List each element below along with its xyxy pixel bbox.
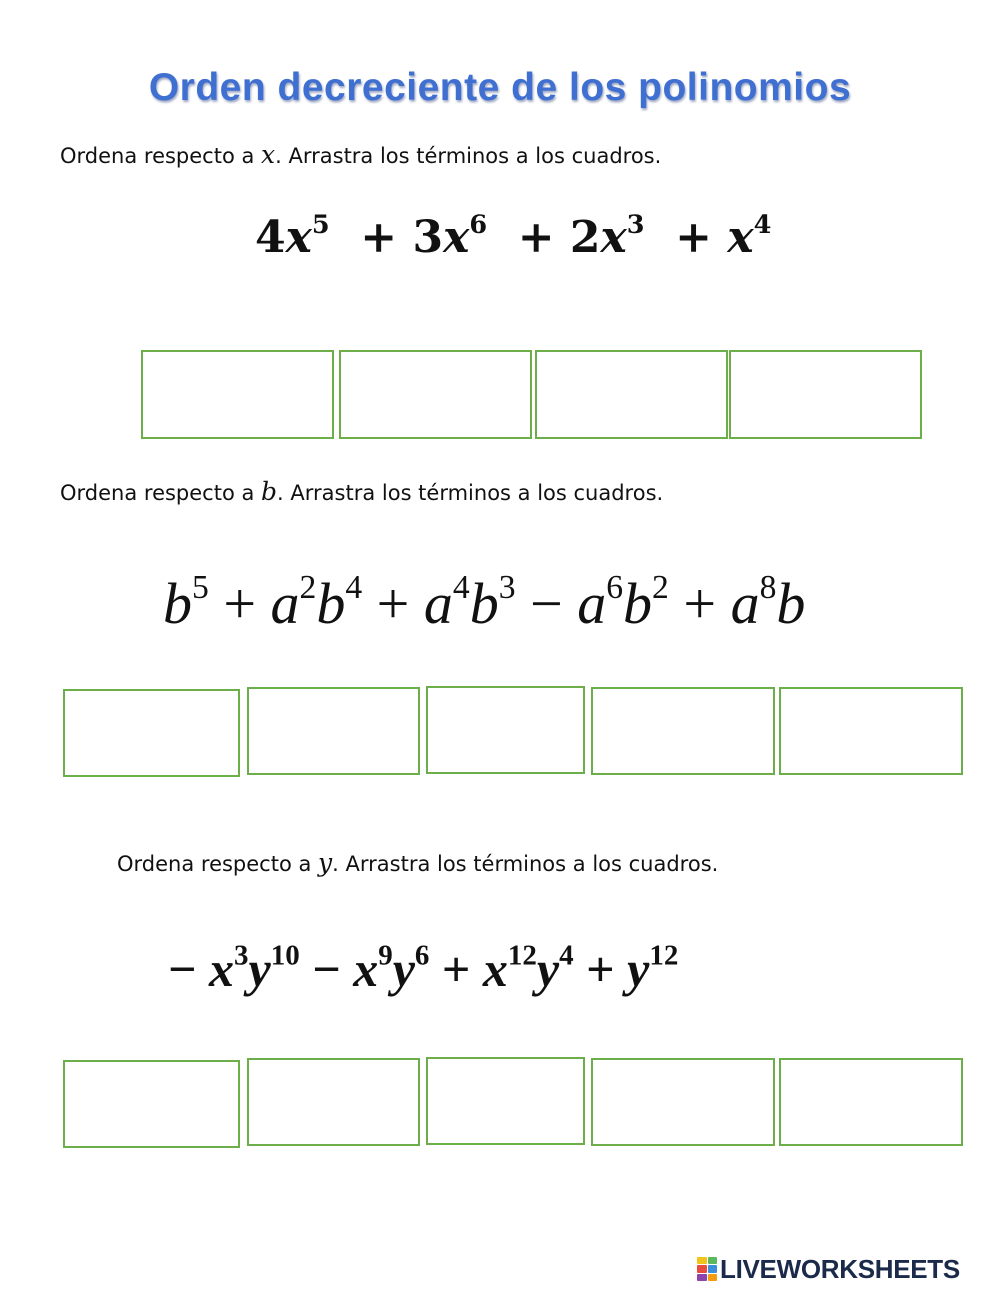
term: + $x^4$ [659,209,772,263]
instruction-y [117,848,718,877]
drop-box-y-1[interactable] [63,1060,240,1148]
term: − $x^3y^{10}$ [168,939,300,997]
polynomial-y [168,940,678,998]
term: − $a^6b^2$ [530,568,669,636]
footer-brand[interactable] [697,1252,960,1286]
variable-x: x [261,140,276,169]
instruction-text: Ordena respecto a [60,481,262,505]
drop-box-y-3[interactable] [426,1057,585,1145]
term: $b^5$ [163,568,209,636]
drop-box-x-1[interactable] [141,350,334,439]
term: + $x^{12}y^4$ [441,939,574,997]
instruction-text: . Arrastra los términos a los cuadros. [275,144,662,168]
term: + $2x^3$ [502,209,645,263]
liveworksheets-logo-icon [697,1257,717,1281]
polynomial-x [255,209,772,263]
footer-brand-text: LIVEWORKSHEETS [720,1253,960,1284]
term: + $a^2b^4$ [223,568,363,636]
instruction-b [60,477,663,506]
drop-box-y-4[interactable] [591,1058,775,1146]
drop-box-y-2[interactable] [247,1058,420,1146]
drop-box-x-4[interactable] [729,350,922,439]
polynomial-b [163,570,805,637]
page-title: Orden decreciente de los polinomios [148,66,852,109]
variable-b: b [261,477,278,506]
term: + $a^8b$ [683,568,806,636]
instruction-x [60,140,661,169]
term: + $y^{12}$ [586,939,679,997]
drop-box-y-5[interactable] [779,1058,963,1146]
drop-box-b-5[interactable] [779,687,963,775]
instruction-text: . Arrastra los términos a los cuadros. [332,852,719,876]
drop-box-x-2[interactable] [339,350,532,439]
term: − $x^9y^6$ [312,939,430,997]
instruction-text: Ordena respecto a [60,144,262,168]
drop-box-b-4[interactable] [591,687,775,775]
term: + $3x^6$ [344,209,488,263]
drop-box-b-2[interactable] [247,687,420,775]
drop-box-x-3[interactable] [535,350,728,439]
instruction-text: Ordena respecto a [117,852,319,876]
drop-box-b-1[interactable] [63,689,240,777]
drop-box-b-3[interactable] [426,686,585,774]
variable-y: y [318,848,333,877]
term: $4x^5$ [255,209,330,263]
instruction-text: . Arrastra los términos a los cuadros. [277,481,664,505]
term: + $a^4b^3$ [376,568,516,636]
